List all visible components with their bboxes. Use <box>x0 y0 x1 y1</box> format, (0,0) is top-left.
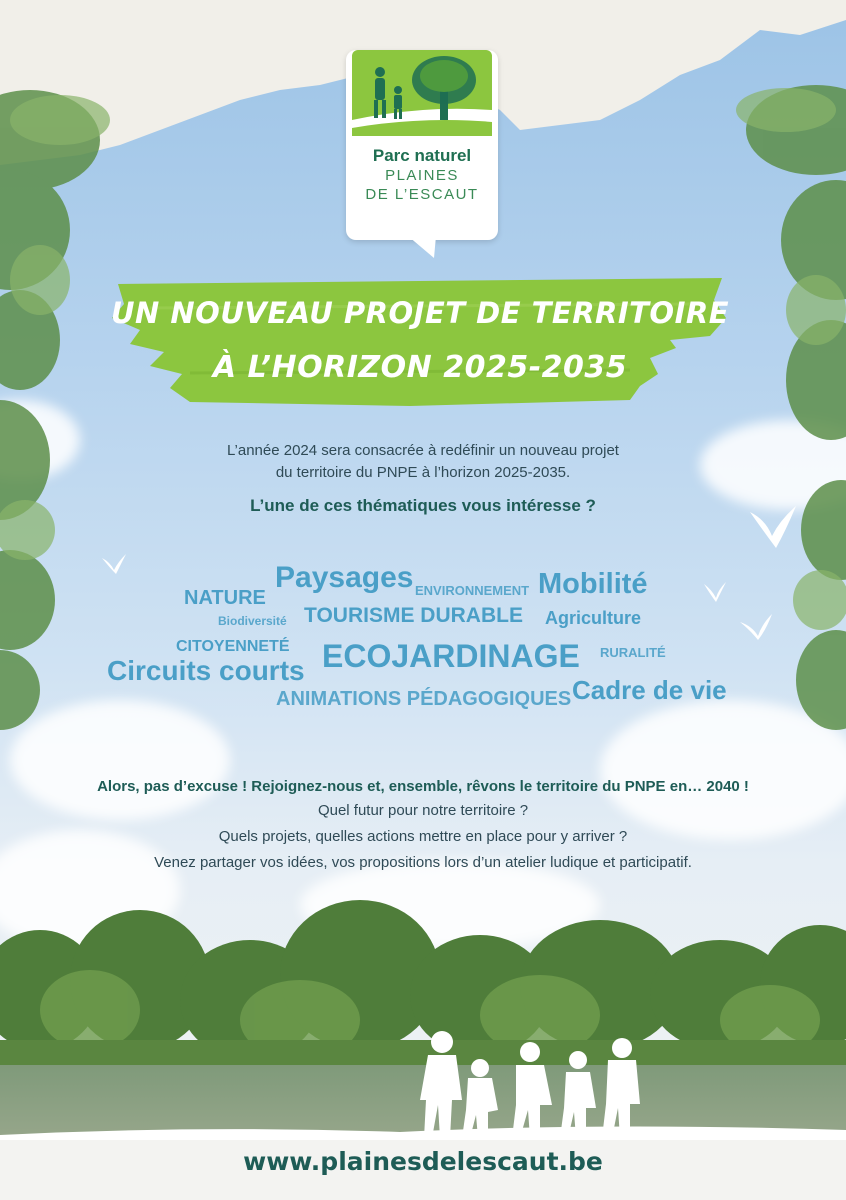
logo-speech-tail <box>408 236 436 258</box>
theme-ecojardinage: ECOJARDINAGE <box>322 638 580 674</box>
call-line-3: Venez partager vos idées, vos propositions lors d’un atelier ludique et participatif. <box>154 854 692 871</box>
banner-title-line1: UN NOUVEAU PROJET DE TERRITOIRE <box>110 296 730 330</box>
theme-cadre-de-vie: Cadre de vie <box>572 675 727 705</box>
logo-title: Parc naturel <box>372 146 472 165</box>
theme-citoyennete: CITOYENNETÉ <box>176 638 290 655</box>
tree-left <box>0 80 120 740</box>
intro-line2: du territoire du PNPE à l’horizon 2025-2035. <box>275 464 571 481</box>
bird-icon <box>746 502 798 552</box>
theme-mobilite: Mobilité <box>538 568 648 600</box>
intro-text <box>150 440 696 484</box>
intro-line1: L’année 2024 sera consacrée à redéfinir un nouveau projet <box>227 442 619 459</box>
banner-title-line2: À L’HORIZON 2025-2035 <box>212 350 628 385</box>
theme-nature: NATURE <box>184 587 266 609</box>
theme-agriculture: Agriculture <box>545 608 642 628</box>
bird-icon <box>702 580 728 604</box>
theme-biodiversite: Biodiversité <box>218 614 287 628</box>
call-to-action-headline: Alors, pas d’excuse ! Rejoignez-nous et, ensemble, rêvons le territoire du PNPE en… 2040 ! <box>97 778 749 795</box>
theme-animations: ANIMATIONS PÉDAGOGIQUES <box>276 688 572 710</box>
theme-ruralite: RURALITÉ <box>600 645 666 660</box>
theme-environnement: ENVIRONNEMENT <box>415 583 530 598</box>
bird-icon <box>100 552 128 578</box>
theme-tourisme: TOURISME DURABLE <box>304 604 523 627</box>
website-link[interactable]: www.plainesdelescaut.be <box>243 1147 603 1176</box>
park-logo-icon <box>352 50 492 136</box>
bird-icon <box>738 612 774 642</box>
theme-circuits-courts: Circuits courts <box>107 655 305 686</box>
park-logo <box>346 50 498 260</box>
call-line-1: Quel futur pour notre territoire ? <box>317 802 529 819</box>
landscape-illustration <box>0 900 846 1150</box>
logo-subtitle-2: DE L’ESCAUT <box>365 186 479 203</box>
intro-question: L’une de ces thématiques vous intéresse ? <box>250 496 596 515</box>
logo-text <box>346 146 498 204</box>
theme-paysages: Paysages <box>275 561 414 594</box>
logo-subtitle-1: PLAINES <box>385 167 459 184</box>
call-line-2: Quels projets, quelles actions mettre en place pour y arriver ? <box>218 828 628 845</box>
